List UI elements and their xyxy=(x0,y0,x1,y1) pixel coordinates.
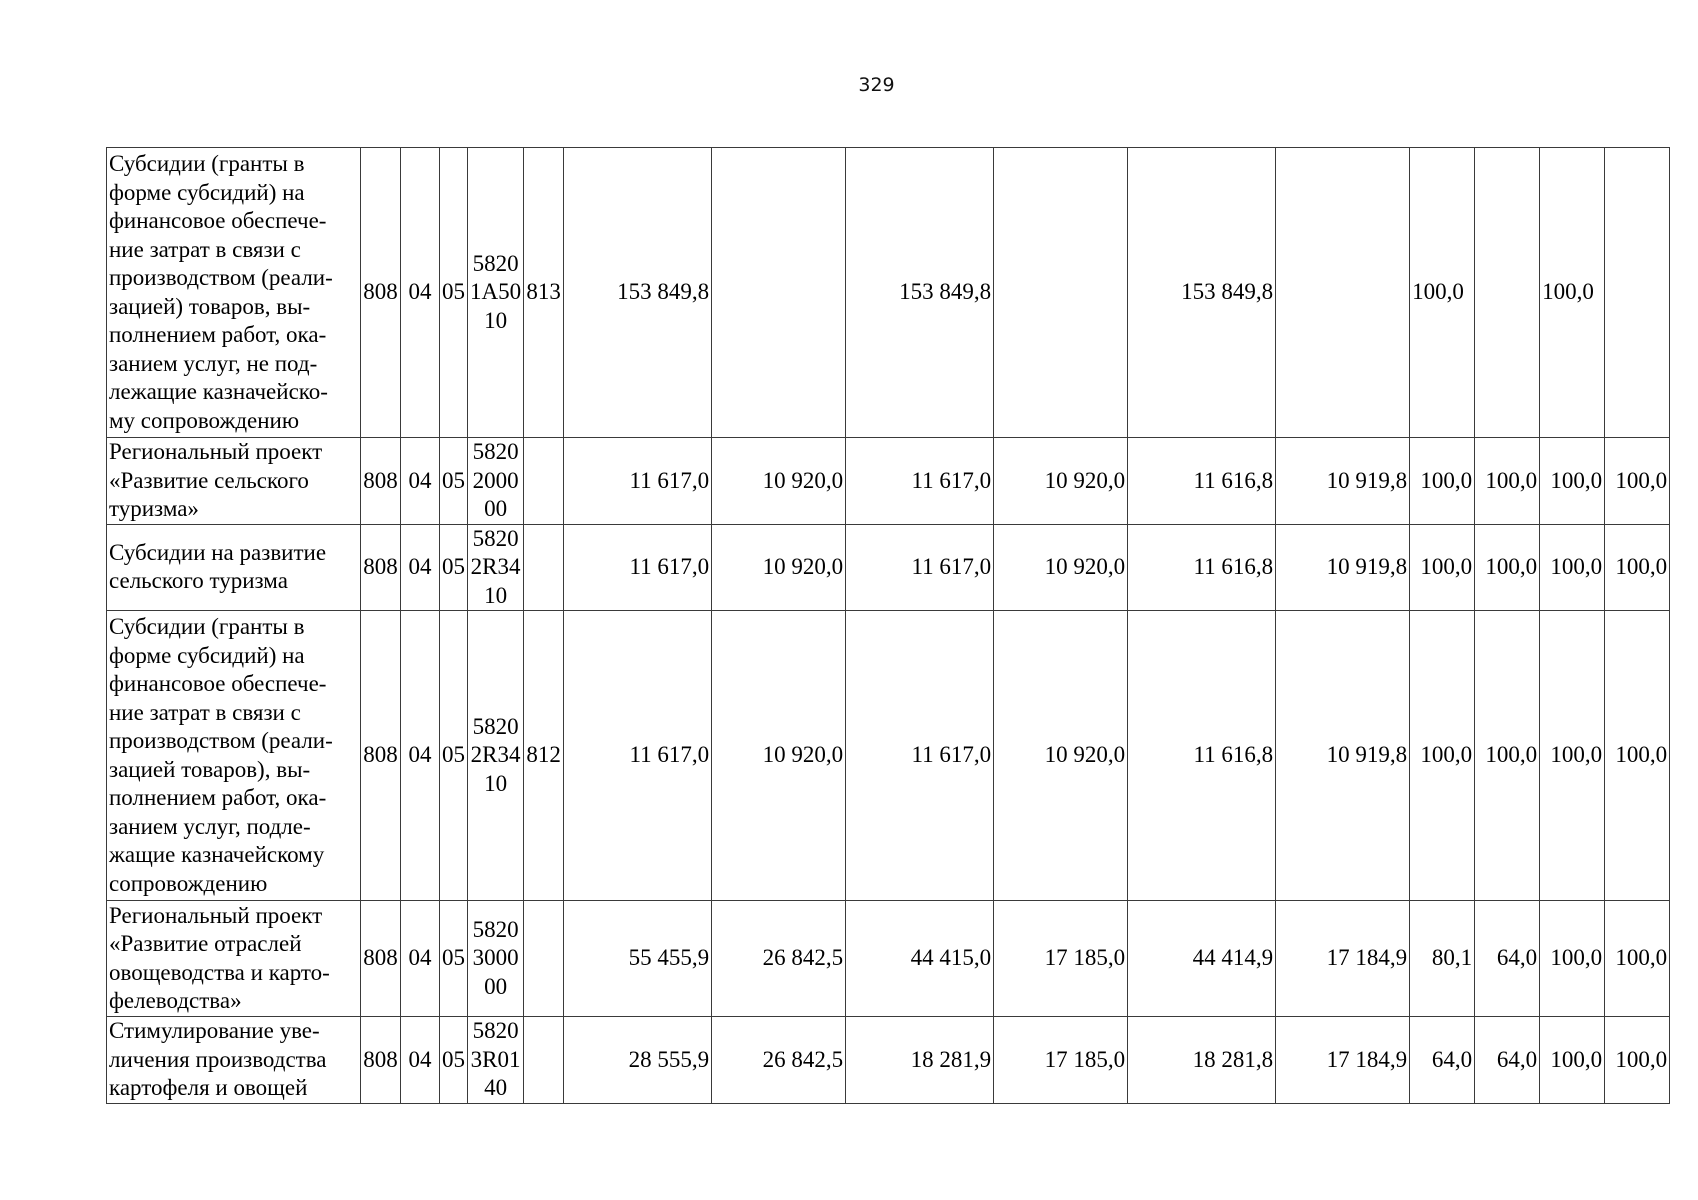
subsection-code-cell: 05 xyxy=(440,901,468,1017)
target-code-line: 3000 xyxy=(472,945,519,971)
percent-cell: 64,0 xyxy=(1410,1017,1475,1104)
percent-cell: 100,0 xyxy=(1605,1017,1670,1104)
amount-cell: 17 184,9 xyxy=(1276,1017,1410,1104)
row-name-line: овощеводства и карто- xyxy=(109,959,330,985)
amount-cell: 11 616,8 xyxy=(1128,524,1276,611)
amount-cell: 28 555,9 xyxy=(564,1017,712,1104)
amount-cell: 10 920,0 xyxy=(712,611,846,901)
target-code-line: 2R34 xyxy=(470,742,521,768)
target-code-line: 00 xyxy=(484,973,508,999)
row-name-line: Региональный проект xyxy=(109,439,323,464)
table-row xyxy=(107,148,1670,438)
row-name-line: Субсидии на развитие xyxy=(109,539,327,565)
percent-cell xyxy=(1475,148,1540,438)
percent-cell xyxy=(1605,148,1670,438)
amount-cell: 11 616,8 xyxy=(1128,611,1276,901)
row-name-line: лежащие казначейско- xyxy=(109,379,328,404)
target-code-line: 5820 xyxy=(472,525,519,551)
row-name-line: занием услуг, подле- xyxy=(109,813,311,839)
amount-cell xyxy=(994,148,1128,438)
amount-cell: 153 849,8 xyxy=(1128,148,1276,438)
row-name-line: форме субсидий) на xyxy=(109,642,305,668)
row-name-line: ние затрат в связи с xyxy=(109,699,301,725)
target-code-line: 3R01 xyxy=(470,1046,521,1072)
target-code-line: 5820 xyxy=(472,250,519,276)
table-row xyxy=(107,524,1670,611)
page-number: 329 xyxy=(858,74,895,96)
amount-cell: 55 455,9 xyxy=(564,901,712,1017)
row-name-line: туризма» xyxy=(109,496,199,521)
row-name-line: жащие казначейскому xyxy=(109,842,325,867)
target-code-line: 10 xyxy=(484,307,508,333)
section-code-cell: 04 xyxy=(401,901,440,1017)
amount-cell: 153 849,8 xyxy=(846,148,994,438)
row-name-line: производством (реали- xyxy=(109,728,333,753)
target-code-line: 10 xyxy=(484,582,508,608)
percent-cell: 64,0 xyxy=(1475,1017,1540,1104)
row-name-line: финансовое обеспече- xyxy=(109,671,327,696)
row-name-cell xyxy=(107,611,361,901)
row-name-cell xyxy=(107,148,361,438)
row-name-cell xyxy=(107,438,361,525)
target-code-cell xyxy=(468,1017,524,1104)
amount-cell: 10 919,8 xyxy=(1276,438,1410,525)
row-name-line: сопровождению xyxy=(109,870,268,896)
row-name-line: «Развитие отраслей xyxy=(109,931,302,956)
row-name-line: Субсидии (гранты в xyxy=(109,614,305,639)
amount-cell: 11 617,0 xyxy=(846,438,994,525)
amount-cell: 11 617,0 xyxy=(846,611,994,901)
amount-cell: 26 842,5 xyxy=(712,901,846,1017)
row-name-line: «Развитие сельского xyxy=(109,467,309,493)
percent-cell: 100,0 xyxy=(1540,524,1605,611)
amount-cell xyxy=(712,148,846,438)
row-name-line: личения производства xyxy=(109,1046,327,1072)
amount-cell: 10 919,8 xyxy=(1276,524,1410,611)
target-code-line: 40 xyxy=(484,1075,508,1101)
row-name-line: картофеля и овощей xyxy=(109,1075,308,1101)
amount-cell: 10 920,0 xyxy=(994,611,1128,901)
subsection-code-cell: 05 xyxy=(440,611,468,901)
row-name-line: фелеводства» xyxy=(109,988,242,1013)
target-code-line: 10 xyxy=(484,770,508,796)
percent-cell: 64,0 xyxy=(1475,901,1540,1017)
table-row xyxy=(107,438,1670,525)
amount-cell: 44 414,9 xyxy=(1128,901,1276,1017)
target-code-cell xyxy=(468,148,524,438)
expense-type-cell xyxy=(524,901,564,1017)
percent-cell: 100,0 xyxy=(1540,611,1605,901)
table-row xyxy=(107,611,1670,901)
percent-cell: 100,0 xyxy=(1540,438,1605,525)
ministry-code-cell: 808 xyxy=(361,524,401,611)
target-code-line: 5820 xyxy=(472,916,519,942)
expense-type-cell xyxy=(524,524,564,611)
row-name-line: сельского туризма xyxy=(109,568,288,594)
target-code-line: 5820 xyxy=(472,713,519,739)
row-name-line: зацией товаров), вы- xyxy=(109,756,311,782)
target-code-line: 5820 xyxy=(472,1018,519,1044)
section-code-cell: 04 xyxy=(401,148,440,438)
row-name-cell xyxy=(107,524,361,611)
ministry-code-cell: 808 xyxy=(361,1017,401,1104)
amount-cell xyxy=(1276,148,1410,438)
target-code-cell xyxy=(468,524,524,611)
percent-cell: 100,0 xyxy=(1605,524,1670,611)
amount-cell: 10 919,8 xyxy=(1276,611,1410,901)
amount-cell: 11 617,0 xyxy=(564,611,712,901)
amount-cell: 26 842,5 xyxy=(712,1017,846,1104)
table-row xyxy=(107,1017,1670,1104)
subsection-code-cell: 05 xyxy=(440,438,468,525)
section-code-cell: 04 xyxy=(401,438,440,525)
target-code-cell xyxy=(468,901,524,1017)
amount-cell: 11 617,0 xyxy=(846,524,994,611)
percent-cell: 100,0 xyxy=(1540,1017,1605,1104)
row-name-line: Субсидии (гранты в xyxy=(109,151,305,176)
percent-cell: 100,0 xyxy=(1410,524,1475,611)
amount-cell: 18 281,9 xyxy=(846,1017,994,1104)
ministry-code-cell: 808 xyxy=(361,148,401,438)
percent-cell: 100,0 xyxy=(1475,438,1540,525)
amount-cell: 18 281,8 xyxy=(1128,1017,1276,1104)
expense-type-cell xyxy=(524,438,564,525)
row-name-line: занием услуг, не под- xyxy=(109,350,318,376)
expense-type-cell: 813 xyxy=(524,148,564,438)
amount-cell: 44 415,0 xyxy=(846,901,994,1017)
target-code-cell xyxy=(468,611,524,901)
amount-cell: 10 920,0 xyxy=(712,438,846,525)
section-code-cell: 04 xyxy=(401,524,440,611)
ministry-code-cell: 808 xyxy=(361,901,401,1017)
amount-cell: 10 920,0 xyxy=(712,524,846,611)
amount-cell: 10 920,0 xyxy=(994,438,1128,525)
row-name-line: ние затрат в связи с xyxy=(109,236,301,262)
section-code-cell: 04 xyxy=(401,611,440,901)
amount-cell: 17 185,0 xyxy=(994,901,1128,1017)
budget-execution-table xyxy=(106,147,1670,1104)
percent-cell: 100,0 xyxy=(1475,611,1540,901)
row-name-line: финансовое обеспече- xyxy=(109,208,327,233)
percent-cell: 80,1 xyxy=(1410,901,1475,1017)
row-name-line: му сопровождению xyxy=(109,407,300,433)
target-code-line: 1А50 xyxy=(470,279,522,305)
ministry-code-cell: 808 xyxy=(361,438,401,525)
amount-cell: 17 185,0 xyxy=(994,1017,1128,1104)
row-name-line: полнением работ, ока- xyxy=(109,785,327,810)
percent-cell: 100,0 xyxy=(1410,148,1475,438)
section-code-cell: 04 xyxy=(401,1017,440,1104)
subsection-code-cell: 05 xyxy=(440,1017,468,1104)
table-row xyxy=(107,901,1670,1017)
percent-cell: 100,0 xyxy=(1605,438,1670,525)
subsection-code-cell: 05 xyxy=(440,148,468,438)
percent-cell: 100,0 xyxy=(1475,524,1540,611)
percent-cell: 100,0 xyxy=(1605,901,1670,1017)
percent-cell: 100,0 xyxy=(1540,148,1605,438)
row-name-line: зацией) товаров, вы- xyxy=(109,293,311,319)
ministry-code-cell: 808 xyxy=(361,611,401,901)
row-name-line: Региональный проект xyxy=(109,902,323,928)
amount-cell: 11 616,8 xyxy=(1128,438,1276,525)
row-name-line: Стимулирование уве- xyxy=(109,1018,320,1044)
amount-cell: 153 849,8 xyxy=(564,148,712,438)
row-name-cell xyxy=(107,1017,361,1104)
amount-cell: 11 617,0 xyxy=(564,438,712,525)
expense-type-cell xyxy=(524,1017,564,1104)
subsection-code-cell: 05 xyxy=(440,524,468,611)
amount-cell: 10 920,0 xyxy=(994,524,1128,611)
percent-cell: 100,0 xyxy=(1410,611,1475,901)
target-code-cell xyxy=(468,438,524,525)
expense-type-cell: 812 xyxy=(524,611,564,901)
row-name-line: производством (реали- xyxy=(109,265,333,290)
target-code-line: 2R34 xyxy=(470,554,521,579)
percent-cell: 100,0 xyxy=(1605,611,1670,901)
target-code-line: 5820 xyxy=(472,439,519,464)
row-name-line: форме субсидий) на xyxy=(109,179,305,205)
percent-cell: 100,0 xyxy=(1410,438,1475,525)
row-name-cell xyxy=(107,901,361,1017)
target-code-line: 2000 xyxy=(472,467,519,493)
target-code-line: 00 xyxy=(484,496,508,521)
percent-cell: 100,0 xyxy=(1540,901,1605,1017)
amount-cell: 11 617,0 xyxy=(564,524,712,611)
row-name-line: полнением работ, ока- xyxy=(109,322,327,347)
amount-cell: 17 184,9 xyxy=(1276,901,1410,1017)
